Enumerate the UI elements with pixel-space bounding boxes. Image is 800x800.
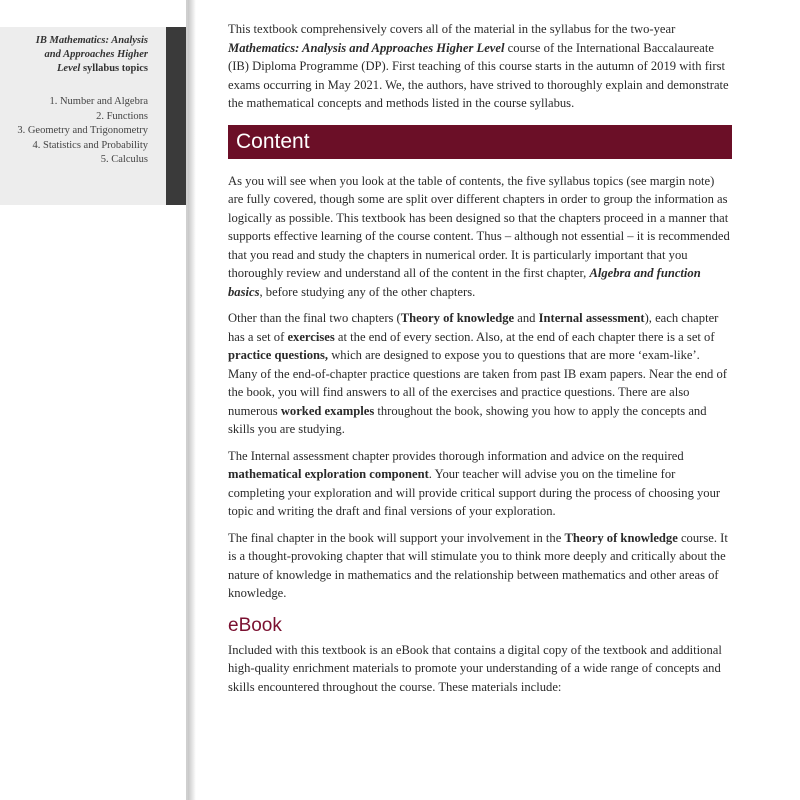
- topic-item: 4. Statistics and Probability: [32, 139, 148, 151]
- bold-term: mathematical exploration component: [228, 467, 429, 481]
- text-run: course of the International Baccalaureate (IB) Diploma Programme (DP). First teaching of this course starts in the autumn of 2019 with first exams occurring in May 2021. We, the authors, have strived to thoroughly explain and demonstrate the mathematical concepts and methods listed in the course syllabus.: [228, 40, 729, 110]
- text-run: , before studying any of the other chapters.: [259, 284, 476, 299]
- content-paragraph-4: [228, 529, 732, 603]
- topic-item: 1. Number and Algebra: [49, 96, 148, 107]
- ebook-paragraph: Included with this textbook is an eBook that contains a digital copy of the textbook and additional high-quality enrichment materials to promote your understanding of a wide range of concepts and skills encountered throughout the course. These materials include:: [228, 642, 722, 694]
- bold-term: Internal assessment: [538, 311, 645, 325]
- text-run: The Internal assessment chapter provides thorough information and advice on the required: [228, 448, 684, 463]
- text-run: . Your teacher will advise you on the timeline for completing your exploration and will provide critical support during the process of choosing your topic and writing the draft and final versions of your exploration.: [228, 467, 721, 518]
- course-title: Mathematics: Analysis and Approaches Higher Level: [228, 40, 505, 55]
- text-run: and: [514, 311, 539, 325]
- bold-term: Theory of knowledge: [564, 530, 678, 545]
- text-run: This textbook comprehensively covers all of the material in the syllabus for the two-year: [228, 22, 676, 36]
- bold-term: practice questions,: [228, 348, 329, 362]
- content-paragraph-3: [228, 447, 732, 521]
- text-run: course. It is a thought-provoking chapter that will stimulate you to think more deeply and critically about the nature of knowledge in mathematics and the relationship between mathematics and other areas of knowledge.: [228, 530, 728, 600]
- content-paragraph-1: [228, 172, 732, 302]
- ebook-section-heading: eBook: [228, 614, 282, 636]
- topic-item: 3. Geometry and Trigonometry: [17, 125, 148, 136]
- text-run: The final chapter in the book will support your involvement in the: [228, 530, 565, 545]
- chapter-title: Algebra and function basics: [228, 266, 701, 299]
- text-run: As you will see when you look at the table of contents, the five syllabus topics (see margin note) are fully covered, though some are split over different chapters in order to group the information as logically as possible. This textbook has been designed so that the chapters proceed in a manner that supports effective learning of the course content. Thus – although not essential – it is recommended that you read and study the chapters in numerical order. It is particularly important that you thoroughly review and understand all of the content in the first chapter,: [228, 173, 730, 280]
- margin-note-bar: [166, 27, 186, 205]
- margin-note-title-suffix: syllabus topics: [80, 63, 148, 75]
- topic-item: 2. Functions: [96, 110, 148, 122]
- text-run: Other than the final two chapters (: [228, 311, 401, 325]
- bold-term: exercises: [287, 329, 335, 344]
- content-paragraph-2: [228, 309, 732, 439]
- page-edge: [186, 0, 188, 800]
- text-run: throughout the book, showing you how to apply the concepts and skills you are studying.: [228, 403, 707, 436]
- topic-item: 5. Calculus: [100, 154, 148, 165]
- text-run: ), each chapter has a set of: [228, 311, 719, 344]
- page-body: [228, 20, 732, 704]
- intro-paragraph: [228, 20, 732, 113]
- margin-note-title-course: IB Mathematics: Analysis and Approaches Higher Level: [35, 35, 148, 75]
- content-section-heading: Content: [228, 125, 732, 159]
- syllabus-topics-list: [10, 95, 148, 168]
- text-run: at the end of every section. Also, at the end of each chapter there is a set of: [334, 329, 715, 344]
- bold-term: worked examples: [280, 403, 375, 418]
- margin-note-title: [20, 34, 148, 77]
- bold-term: Theory of knowledge: [400, 311, 515, 325]
- text-run: which are designed to expose you to questions that are more ‘exam-like’. Many of the end-of-chapter practice questions are taken from past IB exam papers. Near the end of the book, you will find answers to all of the exercises and practice questions. There are also numerous: [228, 348, 727, 418]
